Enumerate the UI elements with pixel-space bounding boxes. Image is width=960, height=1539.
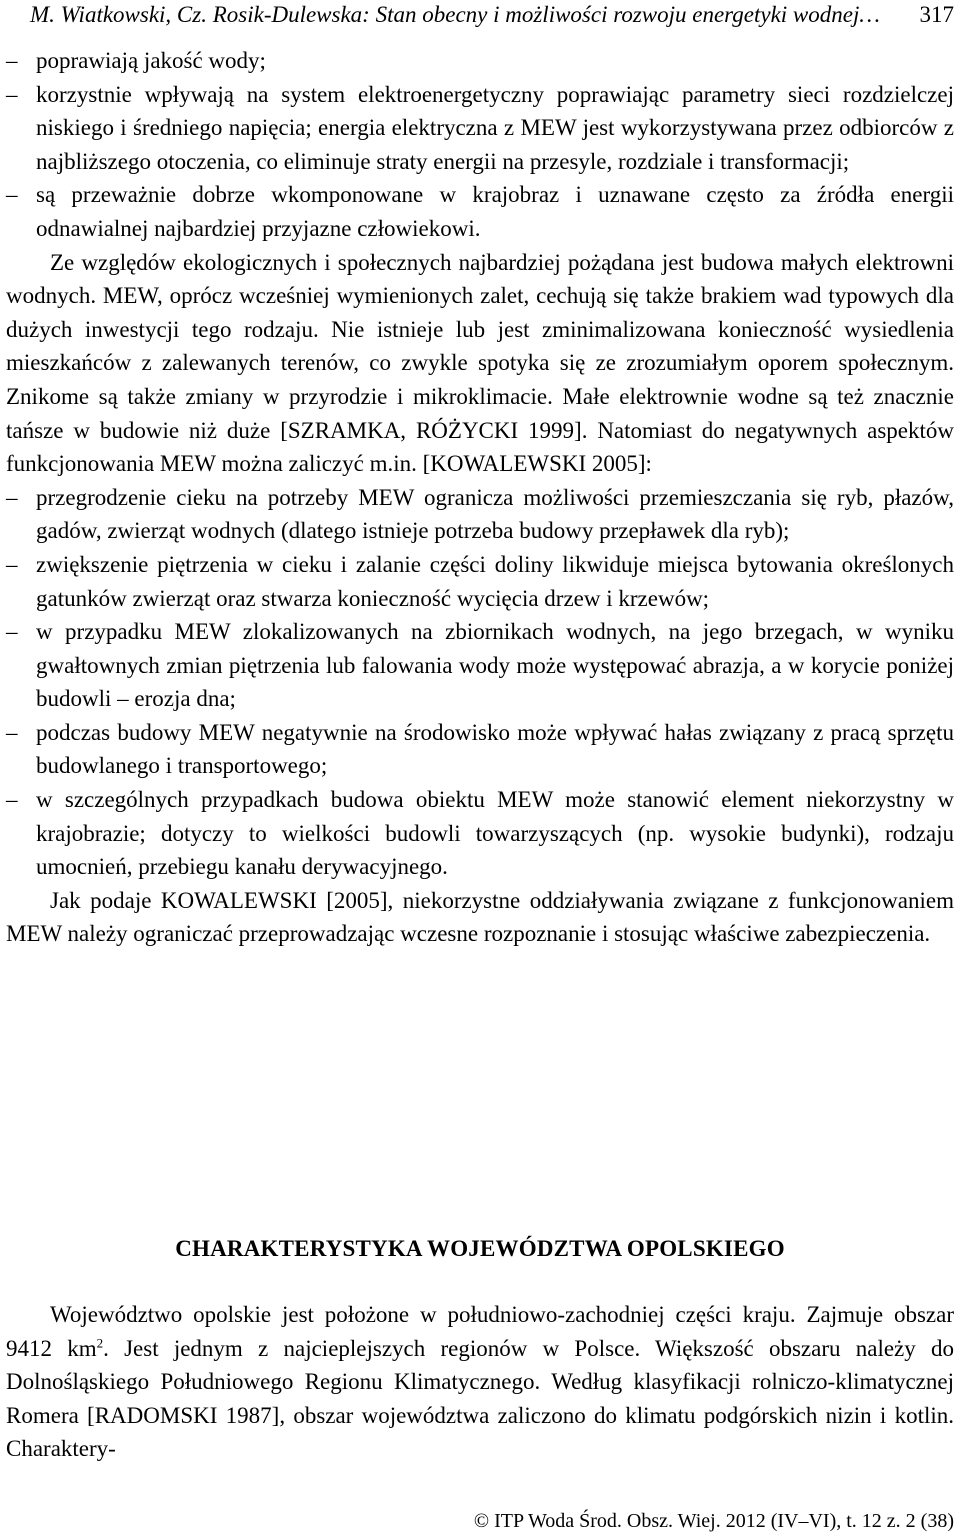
list-item-text: w przypadku MEW zlokalizowanych na zbiornikach wodnych, na jego brzegach, w wyniku gwałtownych zmian piętrzenia lub falowania wody może występować abrazja, a w korycie poniżej budowli – erozja dna; — [36, 619, 954, 712]
running-header — [6, 2, 954, 32]
list-item — [6, 615, 954, 716]
list-item-text: zwiększenie piętrzenia w cieku i zalanie części doliny likwiduje miejsca bytowania określonych gatunków zwierząt oraz stwarza konieczność wycięcia drzew i krzewów; — [36, 551, 954, 611]
list-dash: – — [6, 48, 18, 73]
paragraph — [6, 1298, 954, 1466]
list-item-text: przegrodzenie cieku na potrzeby MEW ogranicza możliwości przemieszczania się ryb, płazów, gadów, zwierząt wodnych (dlatego istnieje potrzeba budowy przepławek dla ryb); — [36, 484, 954, 544]
footer-citation: © ITP Woda Środ. Obsz. Wiej. 2012 (IV–VI), t. 12 z. 2 (38) — [473, 1510, 954, 1532]
list-item — [6, 716, 954, 783]
list-dash: – — [6, 719, 18, 745]
paragraph: Jak podaje KOWALEWSKI [2005], niekorzystne oddziaływania związane z funkcjonowaniem MEW należy ograniczać przeprowadzając wczesne rozpoznanie i stosując właściwe zabezpieczenia. — [6, 887, 954, 947]
list-item-text: w szczególnych przypadkach budowa obiektu MEW może stanowić element niekorzystny w krajobrazie; dotyczy to wielkości budowli towarzyszących (np. wysokie budynki), rodzaju umocnień, przebiegu kanału derywacyjnego. — [36, 787, 954, 880]
body-text — [6, 44, 954, 951]
page-number: 317 — [919, 2, 954, 27]
list-item-text: są przeważnie dobrze wkomponowane w krajobraz i uznawane często za źródła energii odnawialnej najbardziej przyjazne człowiekowi. — [36, 182, 954, 241]
paragraph-text-start: Województwo opolskie jest położone w południowo-zachodniej części kraju. Zajmuje obszar 9412 km — [6, 1302, 954, 1361]
list-dash: – — [6, 787, 18, 813]
list-item — [6, 78, 954, 179]
paragraph-text-end: . Jest jednym z najcieplejszych regionów w Polsce. Większość obszaru należy do Dolnośląskiego Południowego Regionu Klimatycznego. Według klasyfikacji rolniczo-klimatycznej Romera [RADOMSKI 1987], obszar województwa zaliczono do klimatu podgórskich nizin i kotlin. Charaktery- — [6, 1335, 954, 1462]
superscript: 2 — [96, 1334, 104, 1350]
list-item — [6, 44, 954, 78]
list-dash: – — [6, 619, 18, 645]
running-title: M. Wiatkowski, Cz. Rosik-Dulewska: Stan obecny i możliwości rozwoju energetyki wodnej… — [30, 2, 880, 27]
list-item — [6, 783, 954, 884]
list-item — [6, 178, 954, 245]
list-dash: – — [6, 182, 18, 208]
paragraph: Ze względów ekologicznych i społecznych najbardziej pożądana jest budowa małych elektrowni wodnych. MEW, oprócz wcześniej wymienionych zalet, cechują się także brakiem wad typowych dla dużych inwestycji tego rodzaju. Nie istnieje lub jest zminimalizowana konieczność wysiedlenia mieszkańców z zalewanych terenów, co zwykle spotyka się ze zrozumiałym oporem społecznym. Znikome są także zmiany w przyrodzie i mikroklimacie. Małe elektrownie wodne są też znacznie tańsze w budowie niż duże [SZRAMKA, RÓŻYCKI 1999]. Natomiast do negatywnych aspektów funkcjonowania MEW można zaliczyć m.in. [KOWALEWSKI 2005]: — [6, 249, 954, 477]
list-item-text: podczas budowy MEW negatywnie na środowisko może wpływać hałas związany z pracą sprzętu budowlanego i transportowego; — [36, 719, 954, 779]
section-heading: CHARAKTERYSTYKA WOJEWÓDZTWA OPOLSKIEGO — [175, 1236, 785, 1261]
list-dash: – — [6, 484, 18, 510]
list-dash: – — [6, 81, 18, 107]
section-body — [6, 1298, 954, 1466]
list-item — [6, 481, 954, 548]
list-item — [6, 548, 954, 615]
list-dash: – — [6, 551, 18, 577]
list-item-text: korzystnie wpływają na system elektroenergetyczny poprawiając parametry sieci rozdzielczej niskiego i średniego napięcia; energia elektryczna z MEW jest wykorzystywana przez odbiorców z najbliższego otoczenia, co eliminuje straty energii na przesyle, rozdziale i transformacji; — [36, 81, 954, 174]
list-item-text: poprawiają jakość wody; — [36, 48, 266, 73]
